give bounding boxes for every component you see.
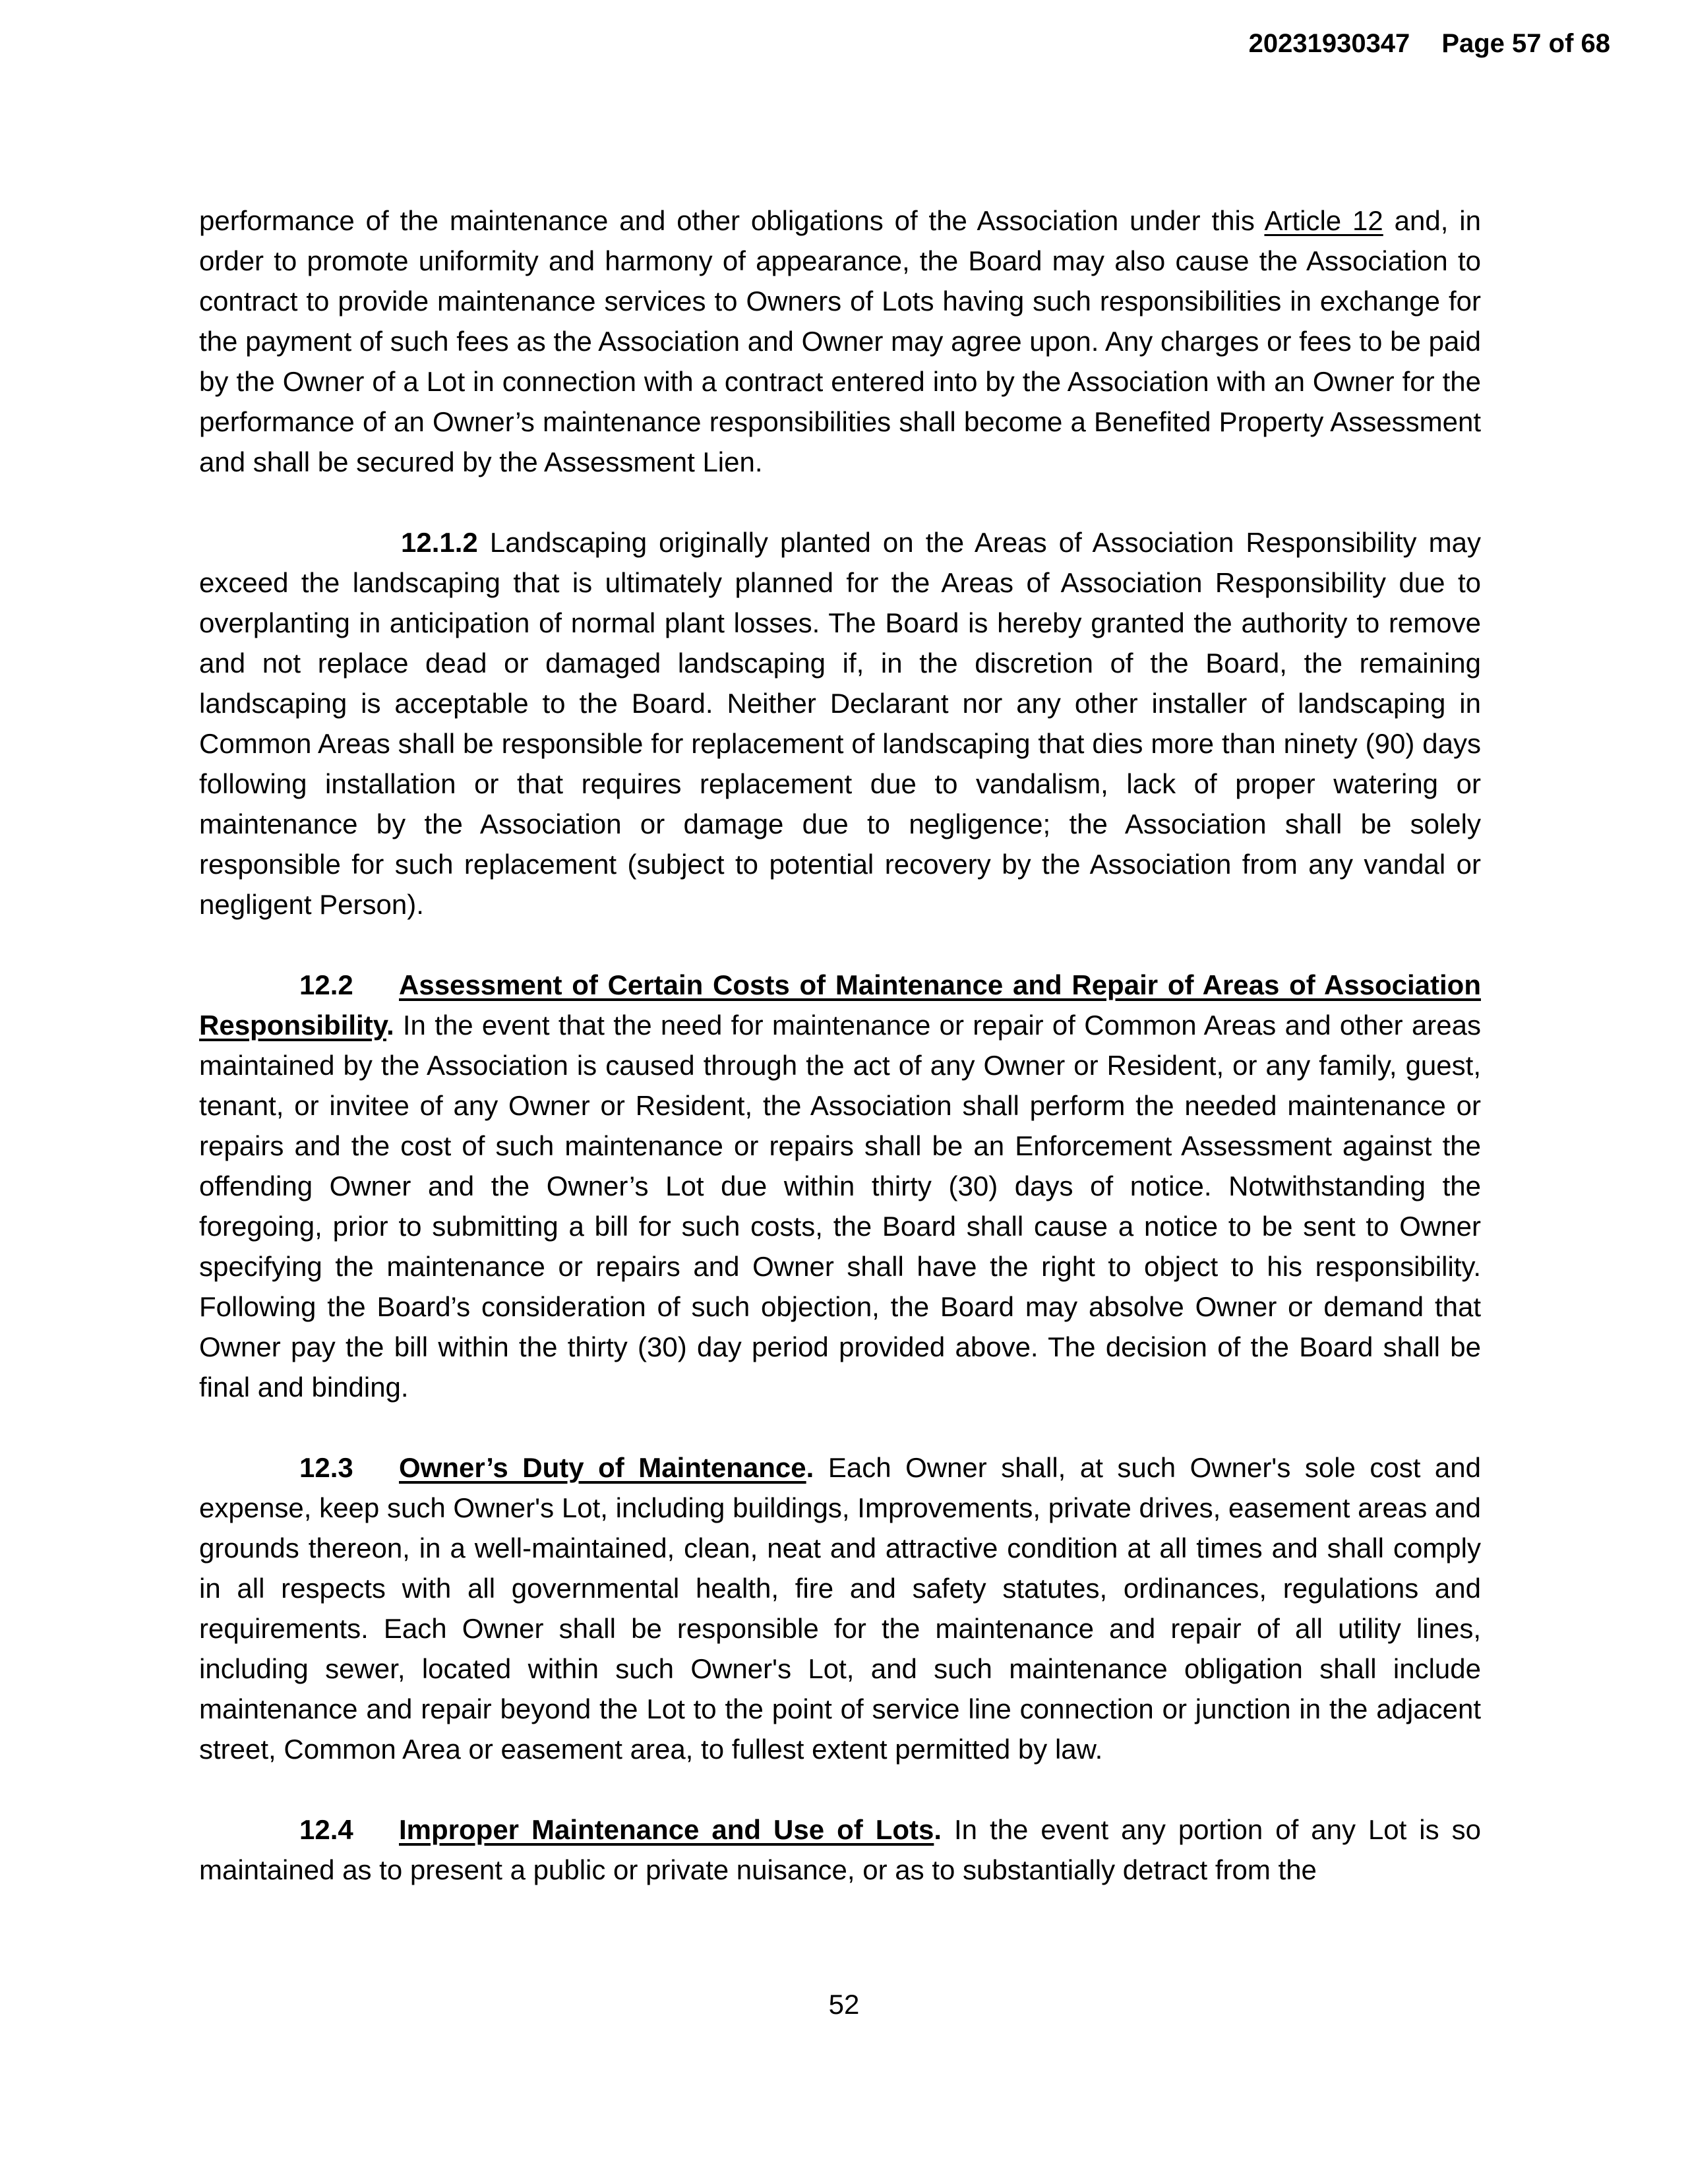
section-title-period: . — [806, 1452, 814, 1483]
page-header — [1249, 29, 1610, 59]
page-footer — [0, 1989, 1688, 2020]
section-title-period: . — [386, 1010, 394, 1041]
section-body: In the event that the need for maintenance or repair of Common Areas and other areas maintained by the Association is caused through the act of any Owner or Resident, or any family, guest, tenant, or invitee of any Owner or Resident, the Association shall perform the needed maintenance or repairs and the cost of such maintenance or repairs shall be an Enforcement Assessment against the offending Owner and the Owner’s Lot due within thirty (30) days of notice. Notwithstanding the foregoing, prior to submitting a bill for such costs, the Board shall cause a notice to be sent to Owner specifying the maintenance or repairs and Owner shall have the right to object to his responsibility. Following the Board’s consideration of such objection, the Board may absolve Owner or demand that Owner pay the bill within the thirty (30) day period provided above. The decision of the Board shall be final and binding. — [199, 1010, 1481, 1403]
section-title: Owner’s Duty of Maintenance — [399, 1452, 806, 1483]
paragraph-text: and, in order to promote uniformity and harmony of appearance, the Board may also cause the Association to contract to provide maintenance services to Owners of Lots having such responsibilities in exchange for the payment of such fees as the Association and Owner may agree upon. Any charges or fees to be paid by the Owner of a Lot in connection with a contract entered into by the Association with an Owner for the performance of an Owner’s maintenance responsibilities shall become a Benefited Property Assessment and shall be secured by the Assessment Lien. — [199, 205, 1481, 477]
section-body: Landscaping originally planted on the Areas of Association Responsibility may exceed the landscaping that is ultimately planned for the Areas of Association Responsibility due to overplanting in anticipation of normal plant losses. The Board is hereby granted the authority to remove and not replace dead or damaged landscaping if, in the discretion of the Board, the remaining landscaping is acceptable to the Board. Neither Declarant nor any other installer of landscaping in Common Areas shall be responsible for replacement of landscaping that dies more than ninety (90) days following installation or that requires replacement due to vandalism, lack of proper watering or maintenance by the Association or damage due to negligence; the Association shall be solely responsible for such replacement (subject to potential recovery by the Association from any vandal or negligent Person). — [199, 527, 1481, 920]
section-title-period: . — [934, 1814, 942, 1845]
document-body — [199, 200, 1481, 1930]
section-number: 12.2 — [299, 969, 353, 1000]
section-12-1-2 — [199, 522, 1481, 925]
section-12-3 — [199, 1447, 1481, 1769]
page-number: 52 — [828, 1989, 860, 2020]
document-number: 20231930347 — [1248, 29, 1410, 58]
section-title: Improper Maintenance and Use of Lots — [399, 1814, 934, 1845]
article-reference: Article 12 — [1264, 205, 1383, 236]
section-number: 12.3 — [299, 1452, 353, 1483]
section-number: 12.1.2 — [401, 527, 478, 558]
section-body: In the event any portion of any Lot is so maintained as to present a public or private nuisance, or as to substantially detract from the — [199, 1814, 1481, 1885]
section-number: 12.4 — [299, 1814, 353, 1845]
section-body: Each Owner shall, at such Owner's sole cost and expense, keep such Owner's Lot, including buildings, Improvements, private drives, easement areas and grounds thereon, in a well-maintained, clean, neat and attractive condition at all times and shall comply in all respects with all governmental health, fire and safety statutes, ordinances, regulations and requirements. Each Owner shall be responsible for the maintenance and repair of all utility lines, including sewer, located within such Owner's Lot, and such maintenance obligation shall include maintenance and repair beyond the Lot to the point of service line connection or junction in the adjacent street, Common Area or easement area, to fullest extent permitted by law. — [199, 1452, 1482, 1765]
page-indicator: Page 57 of 68 — [1441, 29, 1610, 58]
section-12-2 — [199, 965, 1481, 1407]
paragraph-text: performance of the maintenance and other obligations of the Association under this — [199, 205, 1265, 236]
section-title: Assessment of Certain Costs of Maintenance and Repair of Areas of Association Responsibility — [199, 969, 1481, 1041]
paragraph-continuation — [199, 200, 1481, 482]
section-12-4 — [199, 1809, 1481, 1890]
